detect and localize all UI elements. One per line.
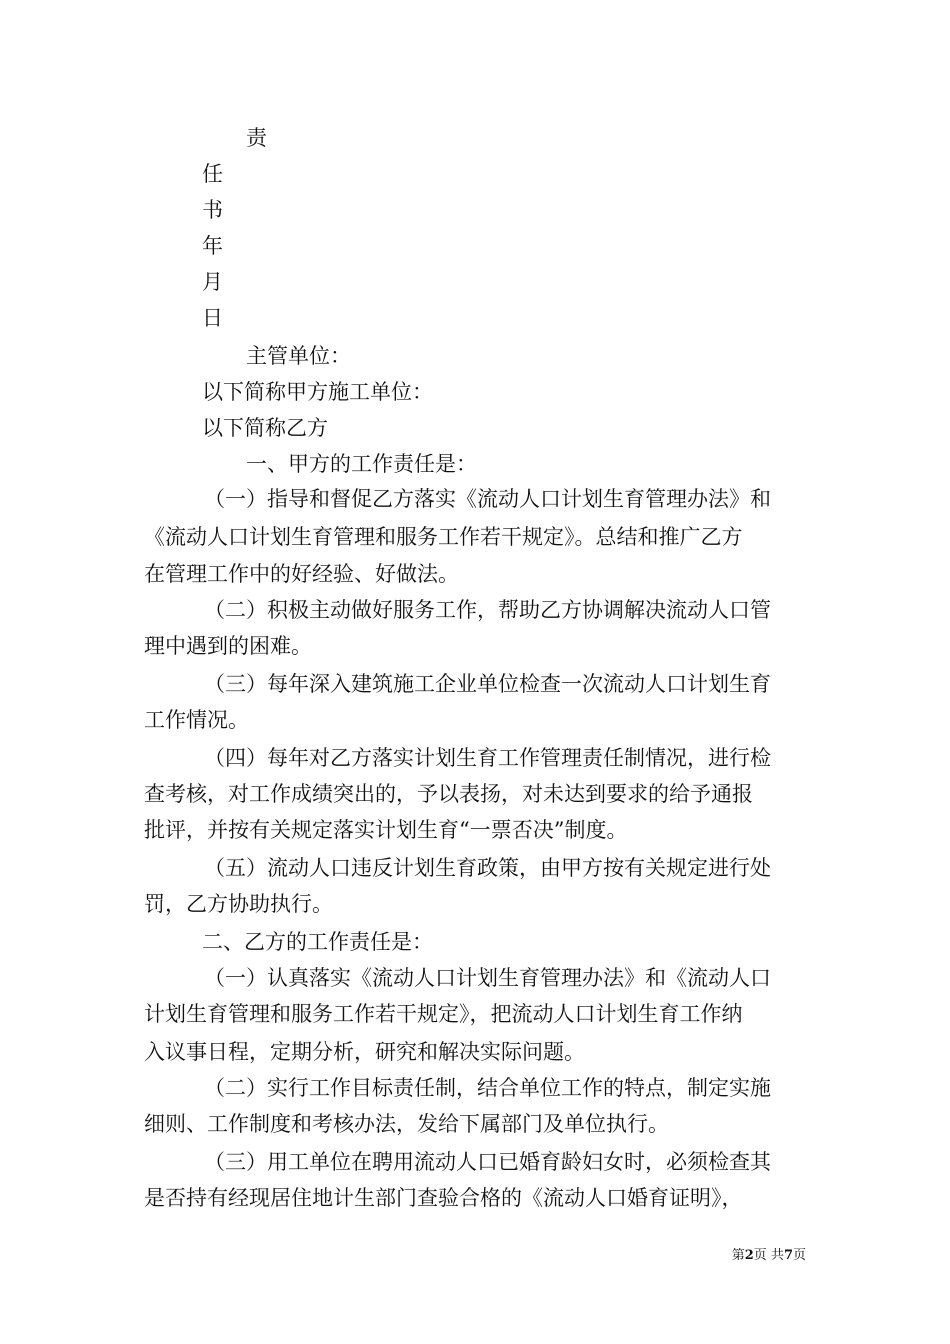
current-page-number: 2 [744,1248,754,1263]
party-a-line: 以下简称甲方施工单位： [202,380,433,404]
paragraph-line: （三）每年深入建筑施工企业单位检查一次流动人口计划生育 [204,672,771,696]
footer-suffix: 页 [792,1248,806,1263]
paragraph-line: 查考核，对工作成绩突出的，予以表扬，对未达到要求的给予通报 [144,782,753,806]
title-char: 责 [246,126,267,150]
title-char: 年 [202,234,223,258]
footer-prefix: 第 [731,1248,745,1263]
section-heading: 二、乙方的工作责任是： [202,930,433,954]
competent-unit-line: 主管单位： [246,344,351,368]
page-footer [690,1248,806,1264]
paragraph-line: 入议事日程，定期分析，研究和解决实际问题。 [144,1040,585,1064]
footer-middle: 页 共 [753,1248,784,1263]
paragraph-line: 《流动人口计划生育管理和服务工作若干规定》。总结和推广乙方 [144,525,743,549]
paragraph-line: （一）认真落实《流动人口计划生育管理办法》和《流动人口 [204,966,771,990]
paragraph-line: （二）实行工作目标责任制，结合单位工作的特点，制定实施 [204,1076,771,1100]
paragraph-line: （一）指导和督促乙方落实《流动人口计划生育管理办法》和 [204,487,771,511]
title-char: 日 [202,306,223,330]
section-heading: 一、甲方的工作责任是： [246,452,477,476]
paragraph-line: 工作情况。 [144,708,249,732]
title-char: 月 [202,270,223,294]
paragraph-line: 是否持有经现居住地计生部门查验合格的《流动人口婚育证明》， [144,1186,743,1210]
title-char: 任 [202,162,223,186]
title-char: 书 [202,198,223,222]
paragraph-line: 罚，乙方协助执行。 [144,892,333,916]
paragraph-line: （三）用工单位在聘用流动人口已婚育龄妇女时，必须检查其 [204,1150,771,1174]
paragraph-line: （四）每年对乙方落实计划生育工作管理责任制情况，进行检 [204,746,771,770]
total-page-number: 7 [783,1248,793,1263]
paragraph-line: 批评，并按有关规定落实计划生育“一票否决”制度。 [144,818,628,842]
paragraph-line: 细则、工作制度和考核办法，发给下属部门及单位执行。 [144,1112,669,1136]
paragraph-line: 理中遇到的困难。 [144,634,312,658]
paragraph-line: （二）积极主动做好服务工作，帮助乙方协调解决流动人口管 [204,598,771,622]
paragraph-line: （五）流动人口违反计划生育政策，由甲方按有关规定进行处 [204,856,771,880]
paragraph-line: 计划生育管理和服务工作若干规定》，把流动人口计划生育工作纳 [144,1002,743,1026]
party-b-line: 以下简称乙方 [202,416,328,440]
paragraph-line: 在管理工作中的好经验、好做法。 [144,562,459,586]
